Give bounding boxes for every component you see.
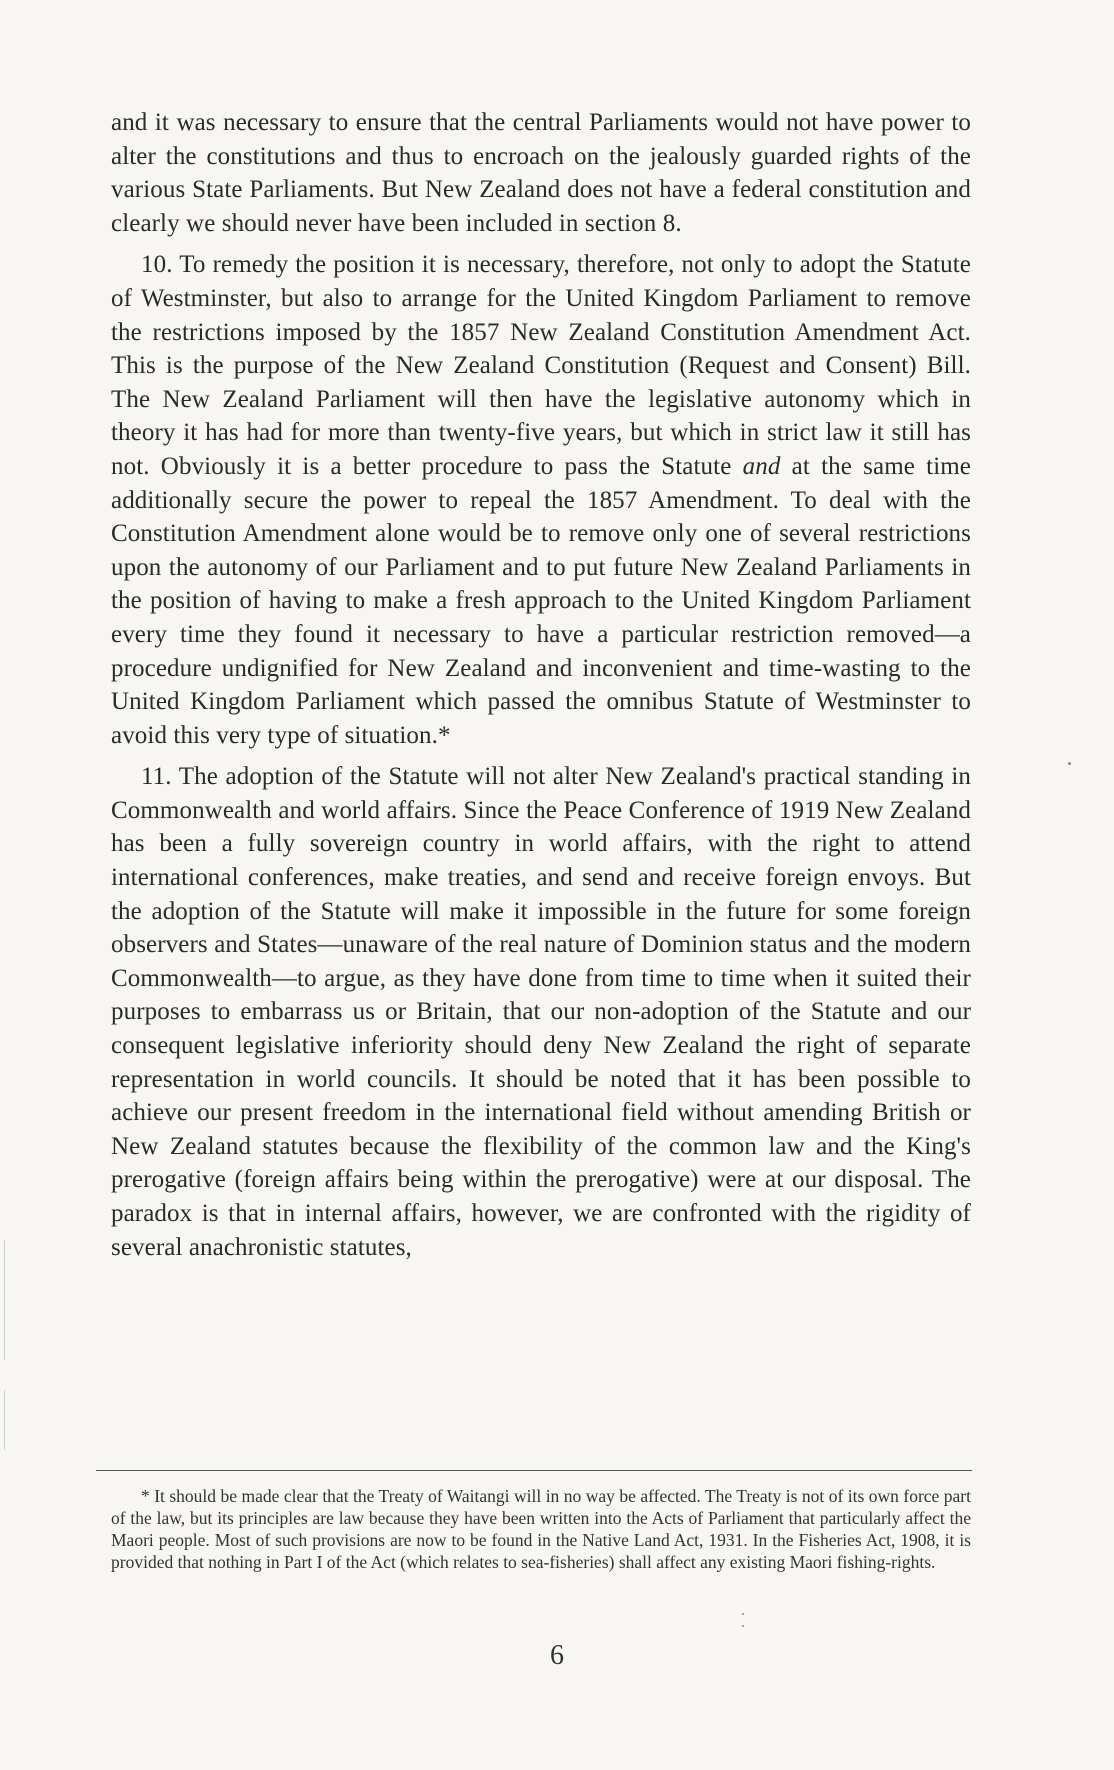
footnote-text: * It should be made clear that the Treaty of Waitangi will in no way be affected. The Treaty is not of its own force part of the law, but its principles are law because they have been written into the Acts of Parliament that particularly affect the Maori people. Most of such provisions are now to be found in the Native Land Act, 1931. In the Fisheries Act, 1908, it is provided that nothing in Part I of the Act (which relates to sea-fisheries) shall affect any existing Maori fishing-rights. <box>111 1486 971 1572</box>
scan-edge-mark <box>4 1240 5 1360</box>
scan-speck <box>742 1613 744 1615</box>
paragraph-11-number: 11. <box>141 763 172 791</box>
paragraph-10-emphasis: and <box>742 452 781 480</box>
paragraph-11 <box>111 760 971 1264</box>
document-body <box>111 106 971 1264</box>
paragraph-10-text-b: at the same time additionally secure the power to repeal the 1857 Amendment. To deal with the Constitution Amendment alone would be to remove only one of several restrictions upon the autonomy of our Parliament and to put future New Zealand Parliaments in the position of having to make a fresh approach to the United Kingdom Parliament every time they found it necessary to have a particular restriction removed—a procedure undignified for New Zealand and inconvenient and time-wasting to the United Kingdom Parliament which passed the omnibus Statute of Westminster to avoid this very type of situation.* <box>111 452 971 749</box>
scan-edge-mark <box>4 1390 5 1450</box>
paragraph-11-text: The adoption of the Statute will not alter New Zealand's practical standing in Commonwealth and world affairs. Since the Peace Conference of 1919 New Zealand has been a fully sovereign country in world affairs, with the right to attend international conferences, make treaties, and send and receive foreign envoys. But the adoption of the Statute will make it impossible in the future for some foreign observers and States—unaware of the real nature of Dominion status and the modern Commonwealth—to argue, as they have done from time to time when it suited their purposes to embarrass us or Britain, that our non-adoption of the Statute and our consequent legislative inferiority should deny New Zealand the right of separate representation in world councils. It should be noted that it has been possible to achieve our present freedom in the international field without amending British or New Zealand statutes because the flexibility of the common law and the King's prerogative (foreign affairs being within the prerogative) were at our disposal. The paradox is that in internal affairs, however, we are confronted with the rigidity of several anachronistic statutes, <box>111 763 971 1261</box>
paragraph-10 <box>111 248 971 752</box>
paragraph-10-number: 10. <box>141 251 173 279</box>
scan-speck <box>742 1625 744 1627</box>
page-number: 6 <box>550 1640 564 1671</box>
paragraph-10-text-a: To remedy the position it is necessary, therefore, not only to adopt the Statute of Westminster, but also to arrange for the United Kingdom Parliament to remove the restrictions imposed by the 1857 New Zealand Constitution Amendment Act. This is the purpose of the New Zealand Constitution (Request and Consent) Bill. The New Zealand Parliament will then have the legislative autonomy which in theory it has had for more than twenty-five years, but which in strict law it still has not. Obviously it is a better procedure to pass the Statute <box>111 251 971 480</box>
paragraph-continuation: and it was necessary to ensure that the central Parliaments would not have power to alter the constitutions and thus to encroach on the jealously guarded rights of the various State Parliaments. But New Zealand does not have a federal constitution and clearly we should never have been included in section 8. <box>111 109 971 237</box>
scan-speck <box>1068 762 1071 765</box>
footnote <box>111 1485 971 1573</box>
footnote-rule <box>96 1470 972 1471</box>
